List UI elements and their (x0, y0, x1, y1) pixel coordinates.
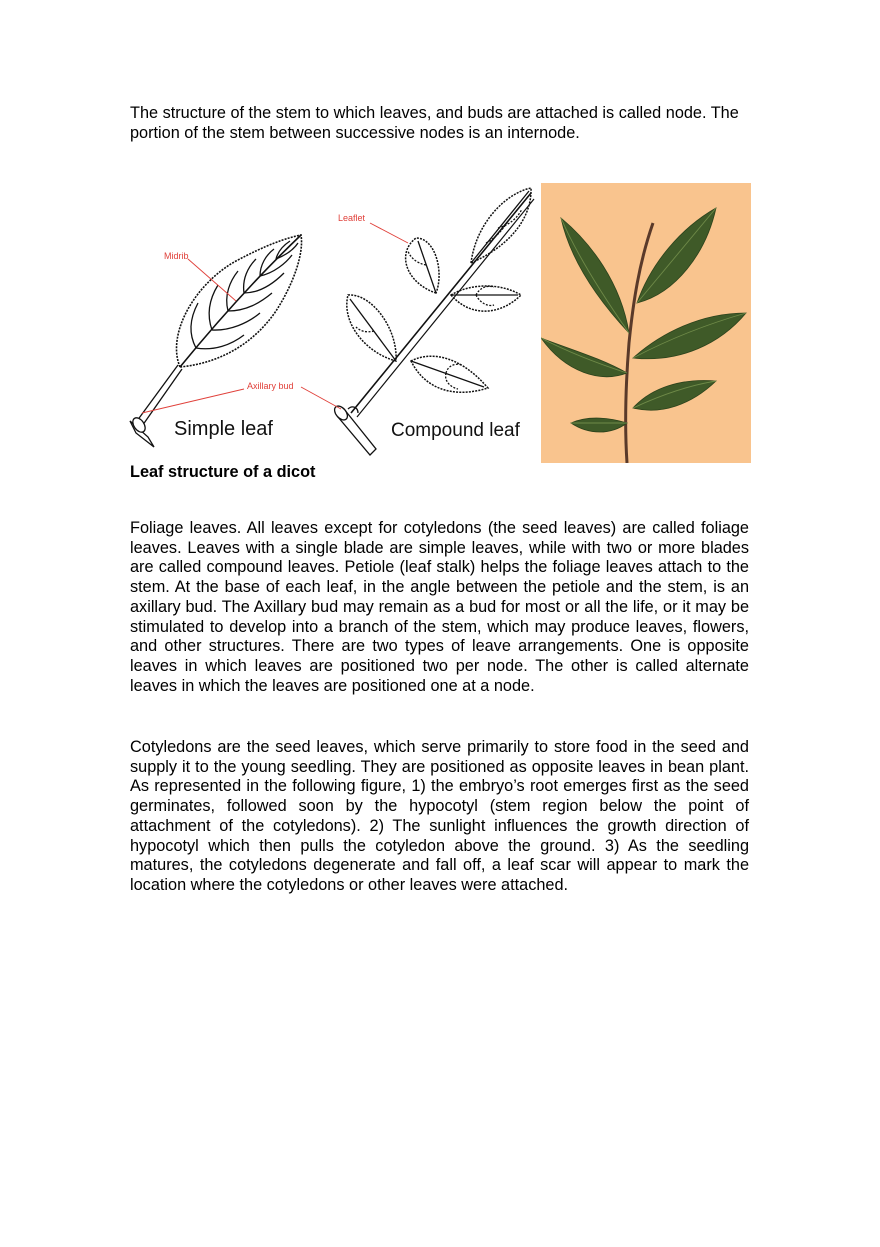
compound-leaf-drawing (332, 188, 534, 455)
simple-leaf-label: Simple leaf (174, 418, 273, 440)
simple-leaf-drawing (130, 235, 302, 447)
leaf-diagram (126, 183, 541, 465)
midrib-label: Midrib (164, 251, 189, 261)
compound-leaf-label: Compound leaf (391, 420, 520, 441)
leaflet-label: Leaflet (338, 213, 366, 223)
foliage-paragraph: Foliage leaves. All leaves except for cotyledons (the seed leaves) are called foliage leaves. Leaves with a single blade are simple leaves, while with two or more blades are called compound leaves. Petiole (leaf stalk) helps the foliage leaves attach to the stem. At the base of each leaf, in the angle between the petiole and the stem, is an axillary bud. The Axillary bud may remain as a bud for most or all the life, or it may be stimulated to develop into a branch of the stem, which may produce leaves, flowers, and other structures. There are two types of leave arrangements. One is opposite leaves in which leaves are positioned two per node. The other is called alternate leaves in which the leaves are positioned one at a node. (130, 519, 749, 695)
leaf-photo-art (541, 183, 751, 463)
axillary-bud-label: Axillary bud (247, 381, 294, 391)
cotyledons-paragraph: Cotyledons are the seed leaves, which serve primarily to store food in the seed and supply it to the young seedling. They are positioned as opposite leaves in bean plant. As represented in the following figure, 1) the embryo’s root emerges first as the seed germinates, followed soon by the hypocotyl (stem region below the point of attachment of the cotyledons). 2) The sunlight influences the growth direction of hypocotyl which then pulls the cotyledon above the ground. 3) As the seedling matures, the cotyledons degenerate and fall off, a leaf scar will appear to mark the location where the cotyledons or other leaves were attached. (130, 738, 749, 894)
figure-caption: Leaf structure of a dicot (130, 463, 316, 481)
leaf-photo (541, 183, 751, 463)
intro-paragraph: The structure of the stem to which leaves, and buds are attached is called node. The portion of the stem between successive nodes is an internode. (130, 104, 739, 142)
